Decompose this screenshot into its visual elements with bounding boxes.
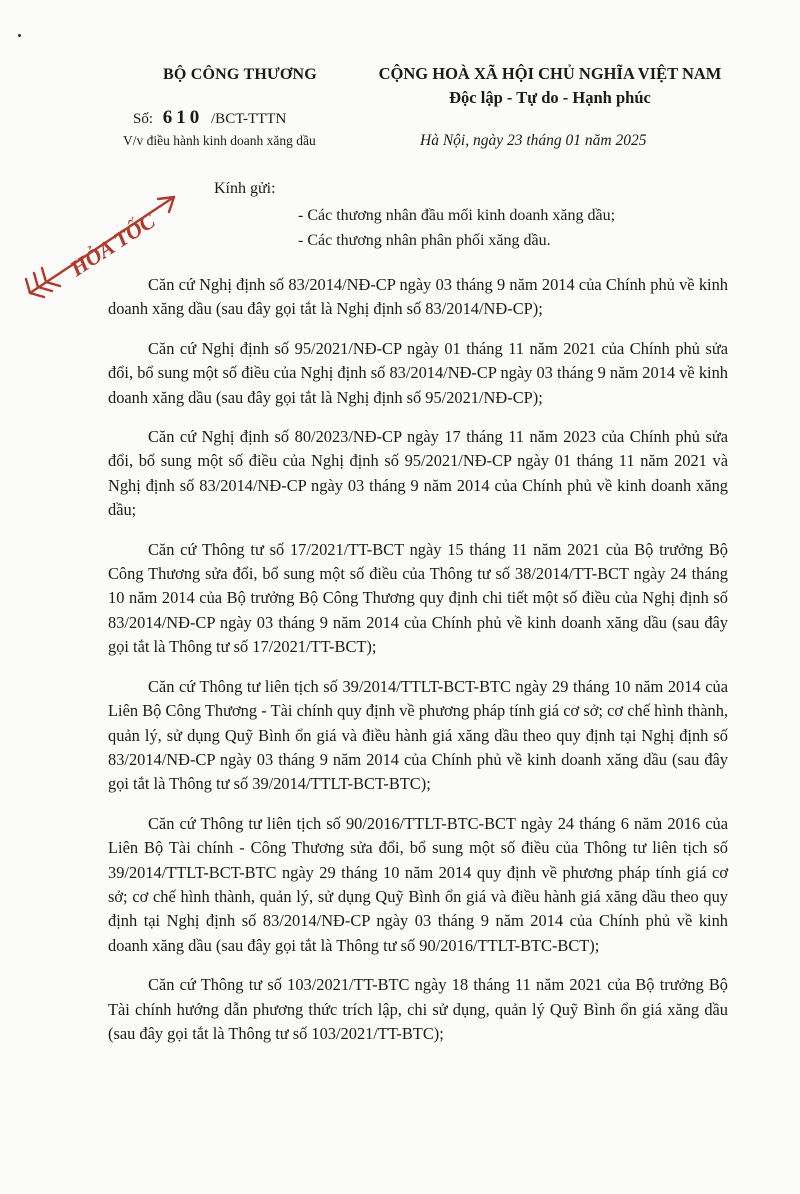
scan-speck (18, 34, 21, 37)
legal-basis-paragraph: Căn cứ Thông tư liên tịch số 39/2014/TTLT-BCT-BTC ngày 29 tháng 10 năm 2014 của Liên Bộ Công Thương - Tài chính quy định về phương pháp tính giá cơ sở; cơ chế hình thành, quản lý, sử dụng Quỹ Bình ổn giá và điều hành giá xăng dầu theo quy định tại Nghị định số 83/2014/NĐ-CP ngày 03 tháng 9 năm 2014 của Chính phủ về kinh doanh xăng dầu (sau đây gọi tắt là Thông tư số 39/2014/TTLT-BCT-BTC); (108, 676, 728, 794)
national-header-block (355, 64, 745, 108)
legal-basis-paragraph: Căn cứ Nghị định số 95/2021/NĐ-CP ngày 01 tháng 11 năm 2021 của Chính phủ sửa đổi, bổ sung một số điều của Nghị định số 83/2014/NĐ-CP ngày 03 tháng 9 năm 2014 về kinh doanh xăng dầu (sau đây gọi tắt là Nghị định số 95/2021/NĐ-CP); (108, 338, 728, 407)
doc-no-label: Số: (133, 111, 154, 127)
legal-basis-paragraph: Căn cứ Thông tư số 103/2021/TT-BTC ngày 18 tháng 11 năm 2021 của Bộ trưởng Bộ Tài chính hướng dẫn phương thức trích lập, chi sử dụng, quản lý Quỹ Bình ổn giá xăng dầu (sau đây gọi tắt là Thông tư số 103/2021/TT-BTC); (108, 975, 728, 1043)
recipient-item: - Các thương nhân phân phối xăng dầu. (298, 232, 551, 249)
recipient-item: - Các thương nhân đầu mối kinh doanh xăng dầu; (298, 207, 616, 224)
recipients-block (214, 180, 615, 253)
doc-no-suffix: /BCT-TTTN (211, 111, 287, 127)
doc-no-number: 610 (162, 107, 204, 128)
legal-basis-paragraph: Căn cứ Nghị định số 80/2023/NĐ-CP ngày 17 tháng 11 năm 2023 của Chính phủ sửa đổi, bổ sung một số điều của Nghị định số 95/2021/NĐ-CP ngày 01 tháng 11 năm 2021 và Nghị định số 83/2014/NĐ-CP ngày 03 tháng 9 năm 2014 của Chính phủ về kinh doanh xăng dầu; (108, 427, 728, 520)
legal-basis-paragraph: Căn cứ Thông tư liên tịch số 90/2016/TTLT-BTC-BCT ngày 24 tháng 6 năm 2016 của Liên Bộ Tài chính - Công Thương sửa đổi, bổ sung một số điều của Thông tư liên tịch số 39/2014/TTLT-BCT-BTC ngày 29 tháng 10 năm 2014 quy định về phương pháp tính giá cơ sở; cơ chế hình thành, quản lý, sử dụng Quỹ Bình ổn giá và điều hành giá xăng dầu theo quy định tại Nghị định số 83/2014/NĐ-CP ngày 03 tháng 9 năm 2014 của Chính phủ về kinh doanh xăng dầu (sau đây gọi tắt là Thông tư số 90/2016/TTLT-BTC-BCT); (108, 813, 728, 955)
document-body (108, 273, 728, 1061)
document-subject: V/v điều hành kinh doanh xăng dầu (123, 133, 316, 148)
recipients-greeting: Kính gửi: (214, 180, 276, 197)
national-motto: Độc lập - Tự do - Hạnh phúc (449, 88, 651, 107)
legal-basis-paragraph: Căn cứ Nghị định số 83/2014/NĐ-CP ngày 03 tháng 9 năm 2014 của Chính phủ về kinh doanh xăng dầu (sau đây gọi tắt là Nghị định số 83/2014/NĐ-CP); (108, 275, 728, 319)
issuing-agency-block (130, 66, 350, 84)
national-title: CỘNG HOÀ XÃ HỘI CHỦ NGHĨA VIỆT NAM (378, 64, 722, 83)
stamp-text: HỎA TỐC (65, 207, 160, 282)
legal-basis-paragraph: Căn cứ Thông tư số 17/2021/TT-BCT ngày 15 tháng 11 năm 2021 của Bộ trưởng Bộ Công Thương sửa đổi, bổ sung một số điều của Thông tư số 38/2014/TT-BCT ngày 24 tháng 10 năm 2014 của Bộ trưởng Bộ Công Thương quy định chi tiết một số điều của Nghị định số 83/2014/NĐ-CP ngày 03 tháng 9 năm 2014 của Chính phủ về kinh doanh xăng dầu (sau đây gọi tắt là Thông tư số 17/2021/TT-BCT); (108, 539, 728, 657)
place-date: Hà Nội, ngày 23 tháng 01 năm 2025 (420, 132, 647, 149)
document-number (133, 107, 286, 129)
ministry-name: BỘ CÔNG THƯƠNG (163, 66, 317, 83)
